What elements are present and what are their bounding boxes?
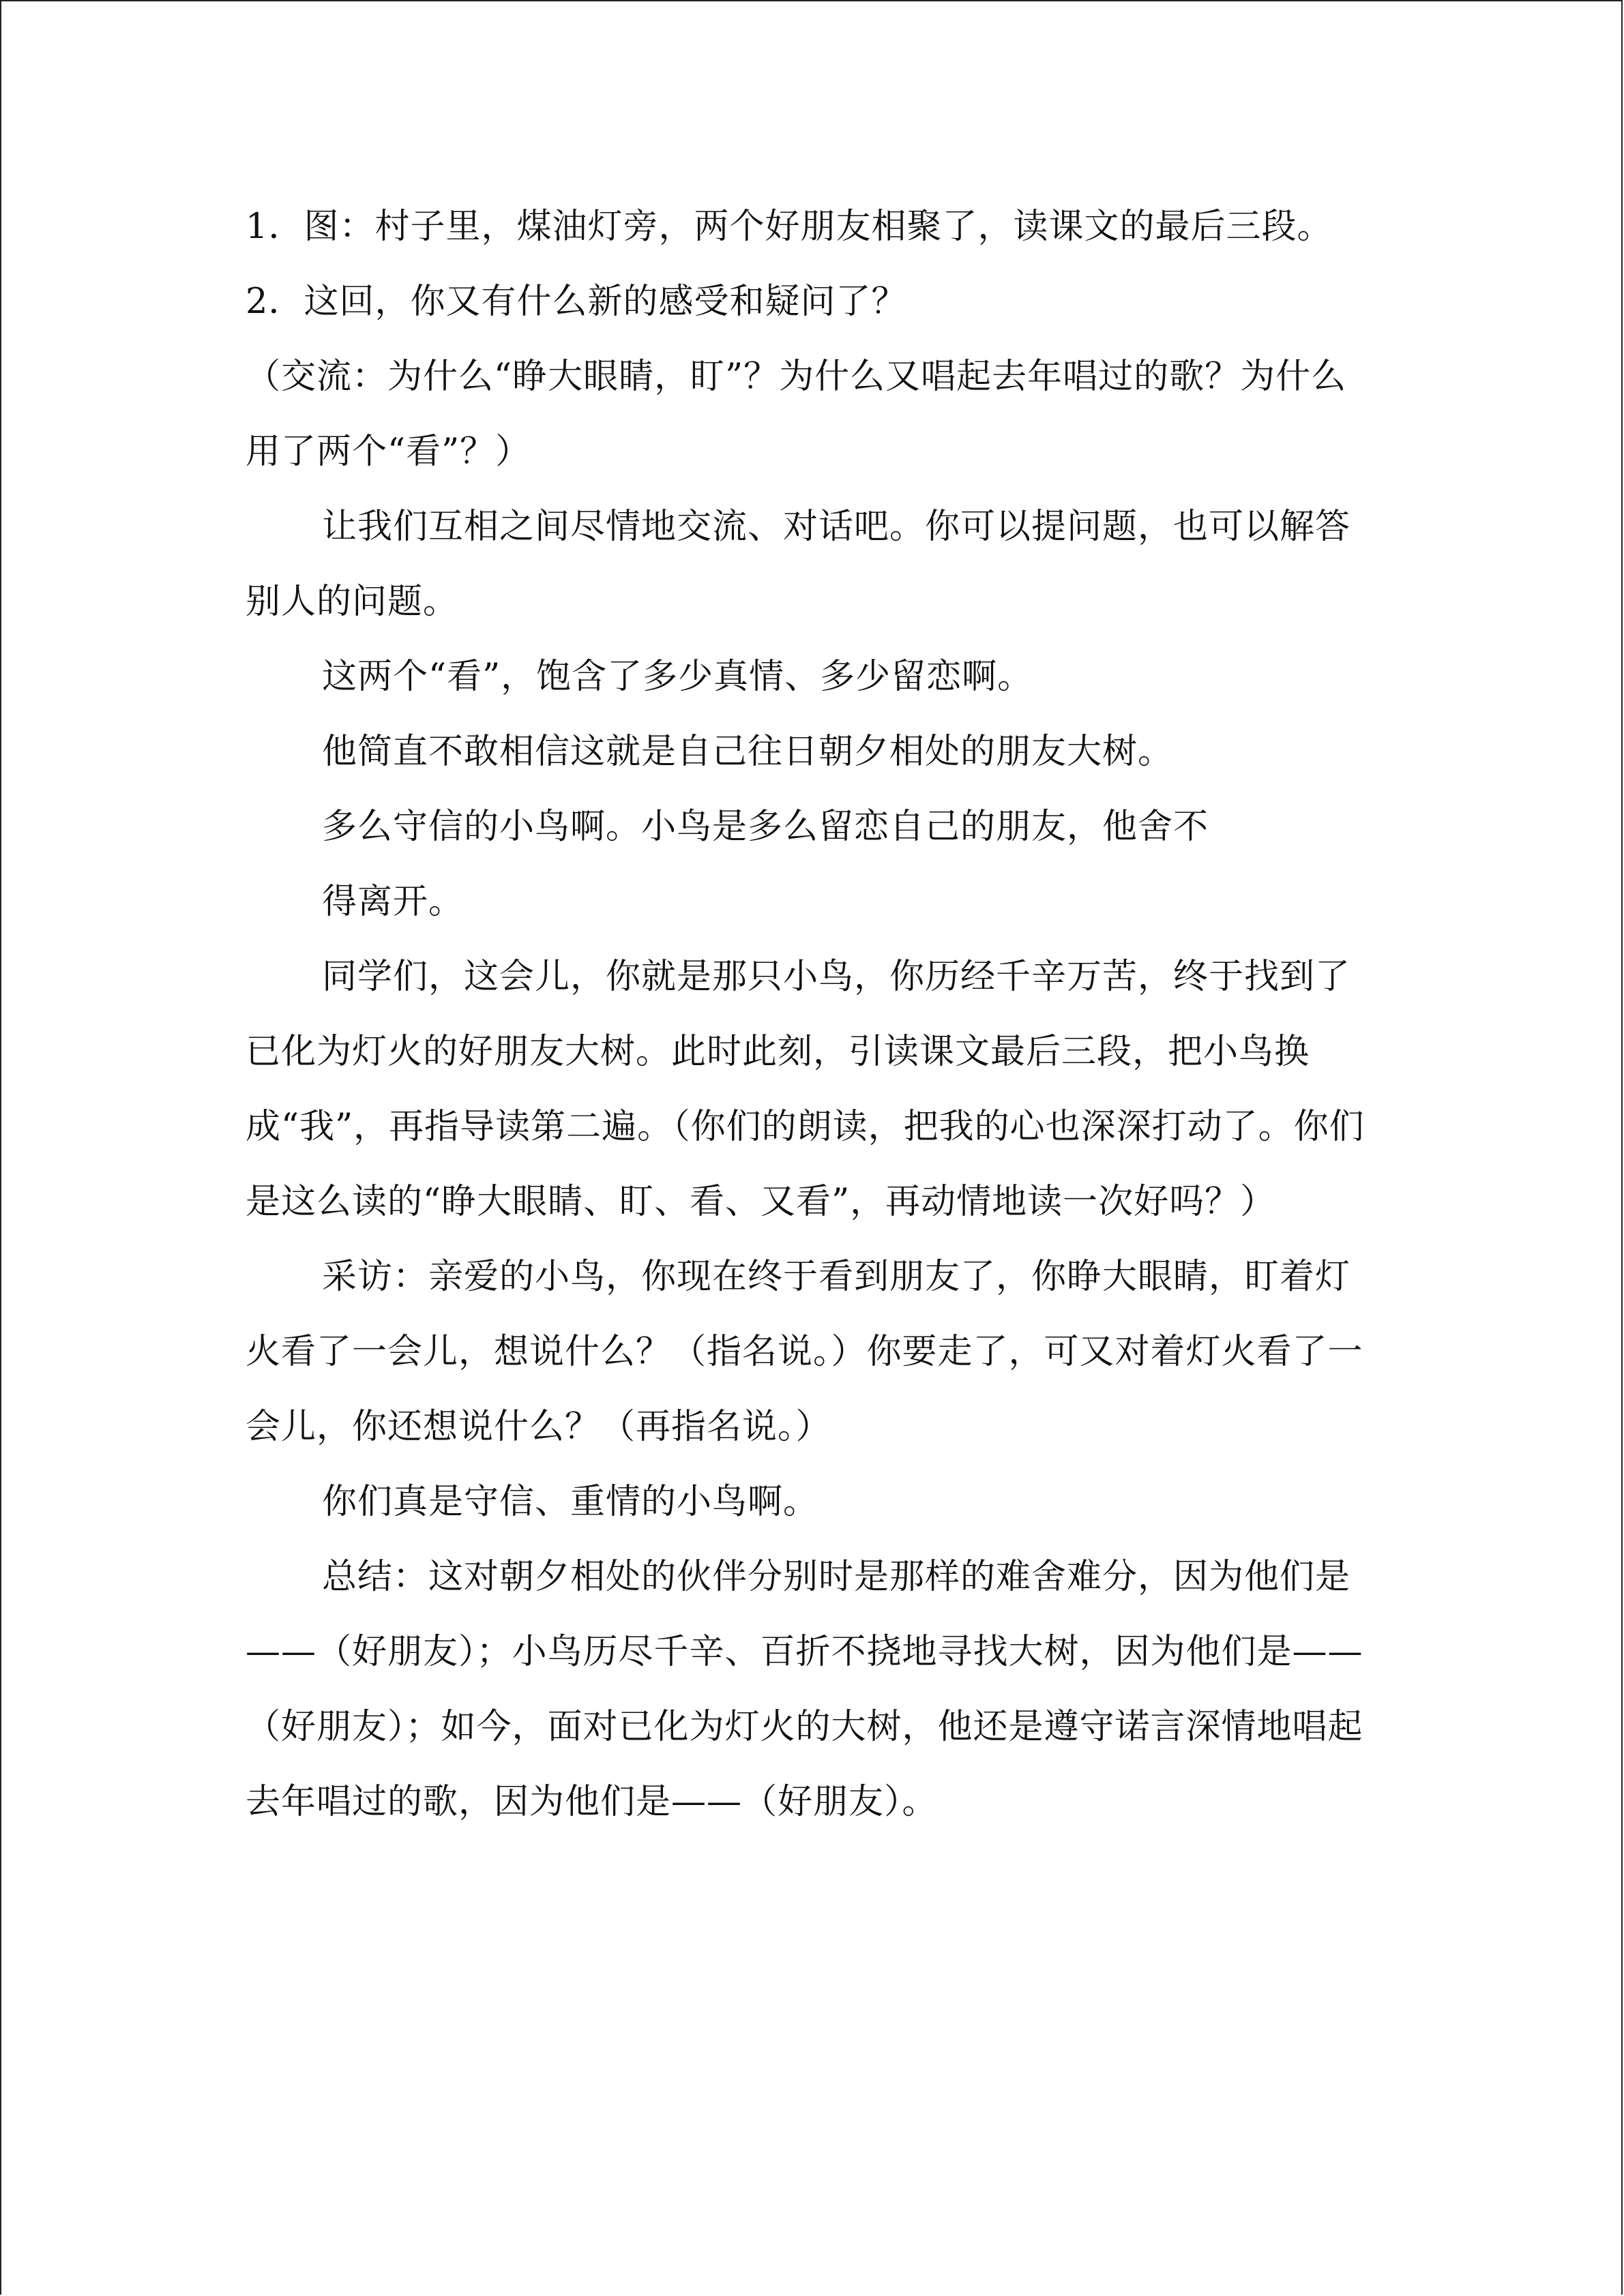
paragraph-7-line-1: 多么守信的小鸟啊。小鸟是多么留恋自己的朋友，他舍不	[322, 807, 1209, 847]
paragraph-2: 2．这回，你又有什么新的感受和疑问了？	[246, 282, 907, 322]
document-body	[246, 190, 1378, 1840]
paragraph-8: 同学们，这会儿，你就是那只小鸟，你历经千辛万苦，终于找到了已化为灯火的好朋友大树。此时此刻，引读课文最后三段，把小鸟换成“我”，再指导读第二遍。（你们的朗读，把我的心也深深打动了。你们是这么读的“睁大眼睛、盯、看、又看”，再动情地读一次好吗？）	[246, 957, 1365, 1222]
paragraph-4: 让我们互相之间尽情地交流、对话吧。你可以提问题，也可以解答别人的问题。	[246, 507, 1351, 622]
paragraph-6: 他简直不敢相信这就是自己往日朝夕相处的朋友大树。	[322, 732, 1174, 772]
paragraph-1: 1．图：村子里，煤油灯旁，两个好朋友相聚了，读课文的最后三段。	[246, 207, 1333, 247]
paragraph-5: 这两个“看”，饱含了多少真情、多少留恋啊。	[322, 657, 1033, 697]
paragraph-10: 你们真是守信、重情的小鸟啊。	[322, 1482, 819, 1522]
paragraph-7-line-2: 得离开。	[322, 882, 464, 922]
paragraph-3: （交流：为什么“睁大眼睛，盯”？为什么又唱起去年唱过的歌？为什么用了两个“看”？）	[246, 357, 1347, 472]
paragraph-9: 采访：亲爱的小鸟，你现在终于看到朋友了，你睁大眼睛，盯着灯火看了一会儿，想说什么？（指名说。）你要走了，可又对着灯火看了一会儿，你还想说什么？（再指名说。）	[246, 1257, 1363, 1447]
paragraph-11: 总结：这对朝夕相处的伙伴分别时是那样的难舍难分，因为他们是——（好朋友）；小鸟历尽千辛、百折不挠地寻找大树，因为他们是——（好朋友）；如今，面对已化为灯火的大树，他还是遵守诺言深情地唱起去年唱过的歌，因为他们是——（好朋友）。	[246, 1557, 1363, 1822]
